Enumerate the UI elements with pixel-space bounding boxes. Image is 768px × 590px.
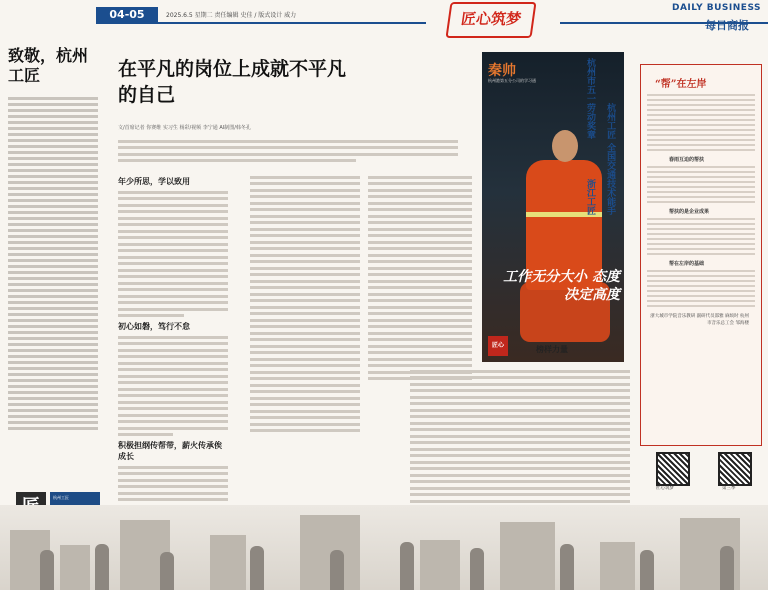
worker-name: 秦帅 [488,63,516,79]
qr-code-1[interactable] [656,452,690,486]
red-stamp: 匠心 [488,336,508,356]
article-lead [118,136,458,166]
commentary-heading: “帮”在左岸 [655,79,707,90]
article-col-2 [250,172,360,436]
left-column [8,46,98,566]
masthead-rule [96,22,426,24]
qr-label-1: 匠心筑梦 [656,486,674,491]
honor-1: 杭州市五一劳动奖章 [585,58,595,139]
left-headline: 致敬，杭州工匠 [8,46,89,85]
masthead [0,0,768,36]
honor-3: 浙江工匠 [585,179,595,215]
issue-meta: 2025.6.5 星期二 责任编辑 史佳 / 版式设计 威力 [166,12,297,19]
subhead-3: 积极担纲传帮带，薪火传承俟成长 [118,440,222,461]
left-note-box: 杭州工匠 [50,492,100,562]
article-byline: 文/首席记者 你赛维 实习生 杨彩/视频 李宁通 AI制图/韩冬孔 [118,125,251,131]
worker-caption: 杭州港第五分公司的学习通 [488,78,536,83]
commentary-text [647,94,755,327]
page-number-tag: 04-05 [96,7,158,22]
honor-4: 全国交通技术能手 [605,143,616,215]
article-title: 在平凡的岗位上成就不平凡的自己 [118,58,347,106]
commentary-subhead-2: 帮扶的是企业成果 [669,209,710,215]
commentary-subhead-1: 春雨互迫的帮扶 [669,157,705,163]
skyline-illustration [0,505,768,590]
column-logo: 匠心筑梦 [445,2,536,38]
worker-figure-head [552,130,578,162]
article-col-1 [118,172,228,518]
commentary-subhead-3: 帮在左岸的基础 [669,261,705,267]
commentary-signature: 浙大城市学院音乐教研 副研代员邵雅 麻烦时 杭州市音乐总工会 邹海楼 [650,314,749,326]
qr-label-2: 第三季 [722,486,736,491]
commentary-box [640,64,762,446]
photo-slogan: 工作无分大小 态度决定高度 [503,269,620,303]
subhead-2: 初心如磐，笃行不怠 [118,321,190,331]
article-col-3 [368,172,472,384]
honor-2: 杭州工匠 [605,103,616,139]
section-label: 榜样力量 [536,344,568,354]
qr-code-2[interactable] [718,452,752,486]
left-body-text [8,94,98,454]
paper-name-cn: 每日商报 [705,19,749,32]
subhead-1: 年少所思，学以致用 [118,176,190,186]
honor-list [582,58,624,219]
paper-name-en: DAILY BUSINESS [672,3,762,13]
lower-article-block [410,366,630,513]
